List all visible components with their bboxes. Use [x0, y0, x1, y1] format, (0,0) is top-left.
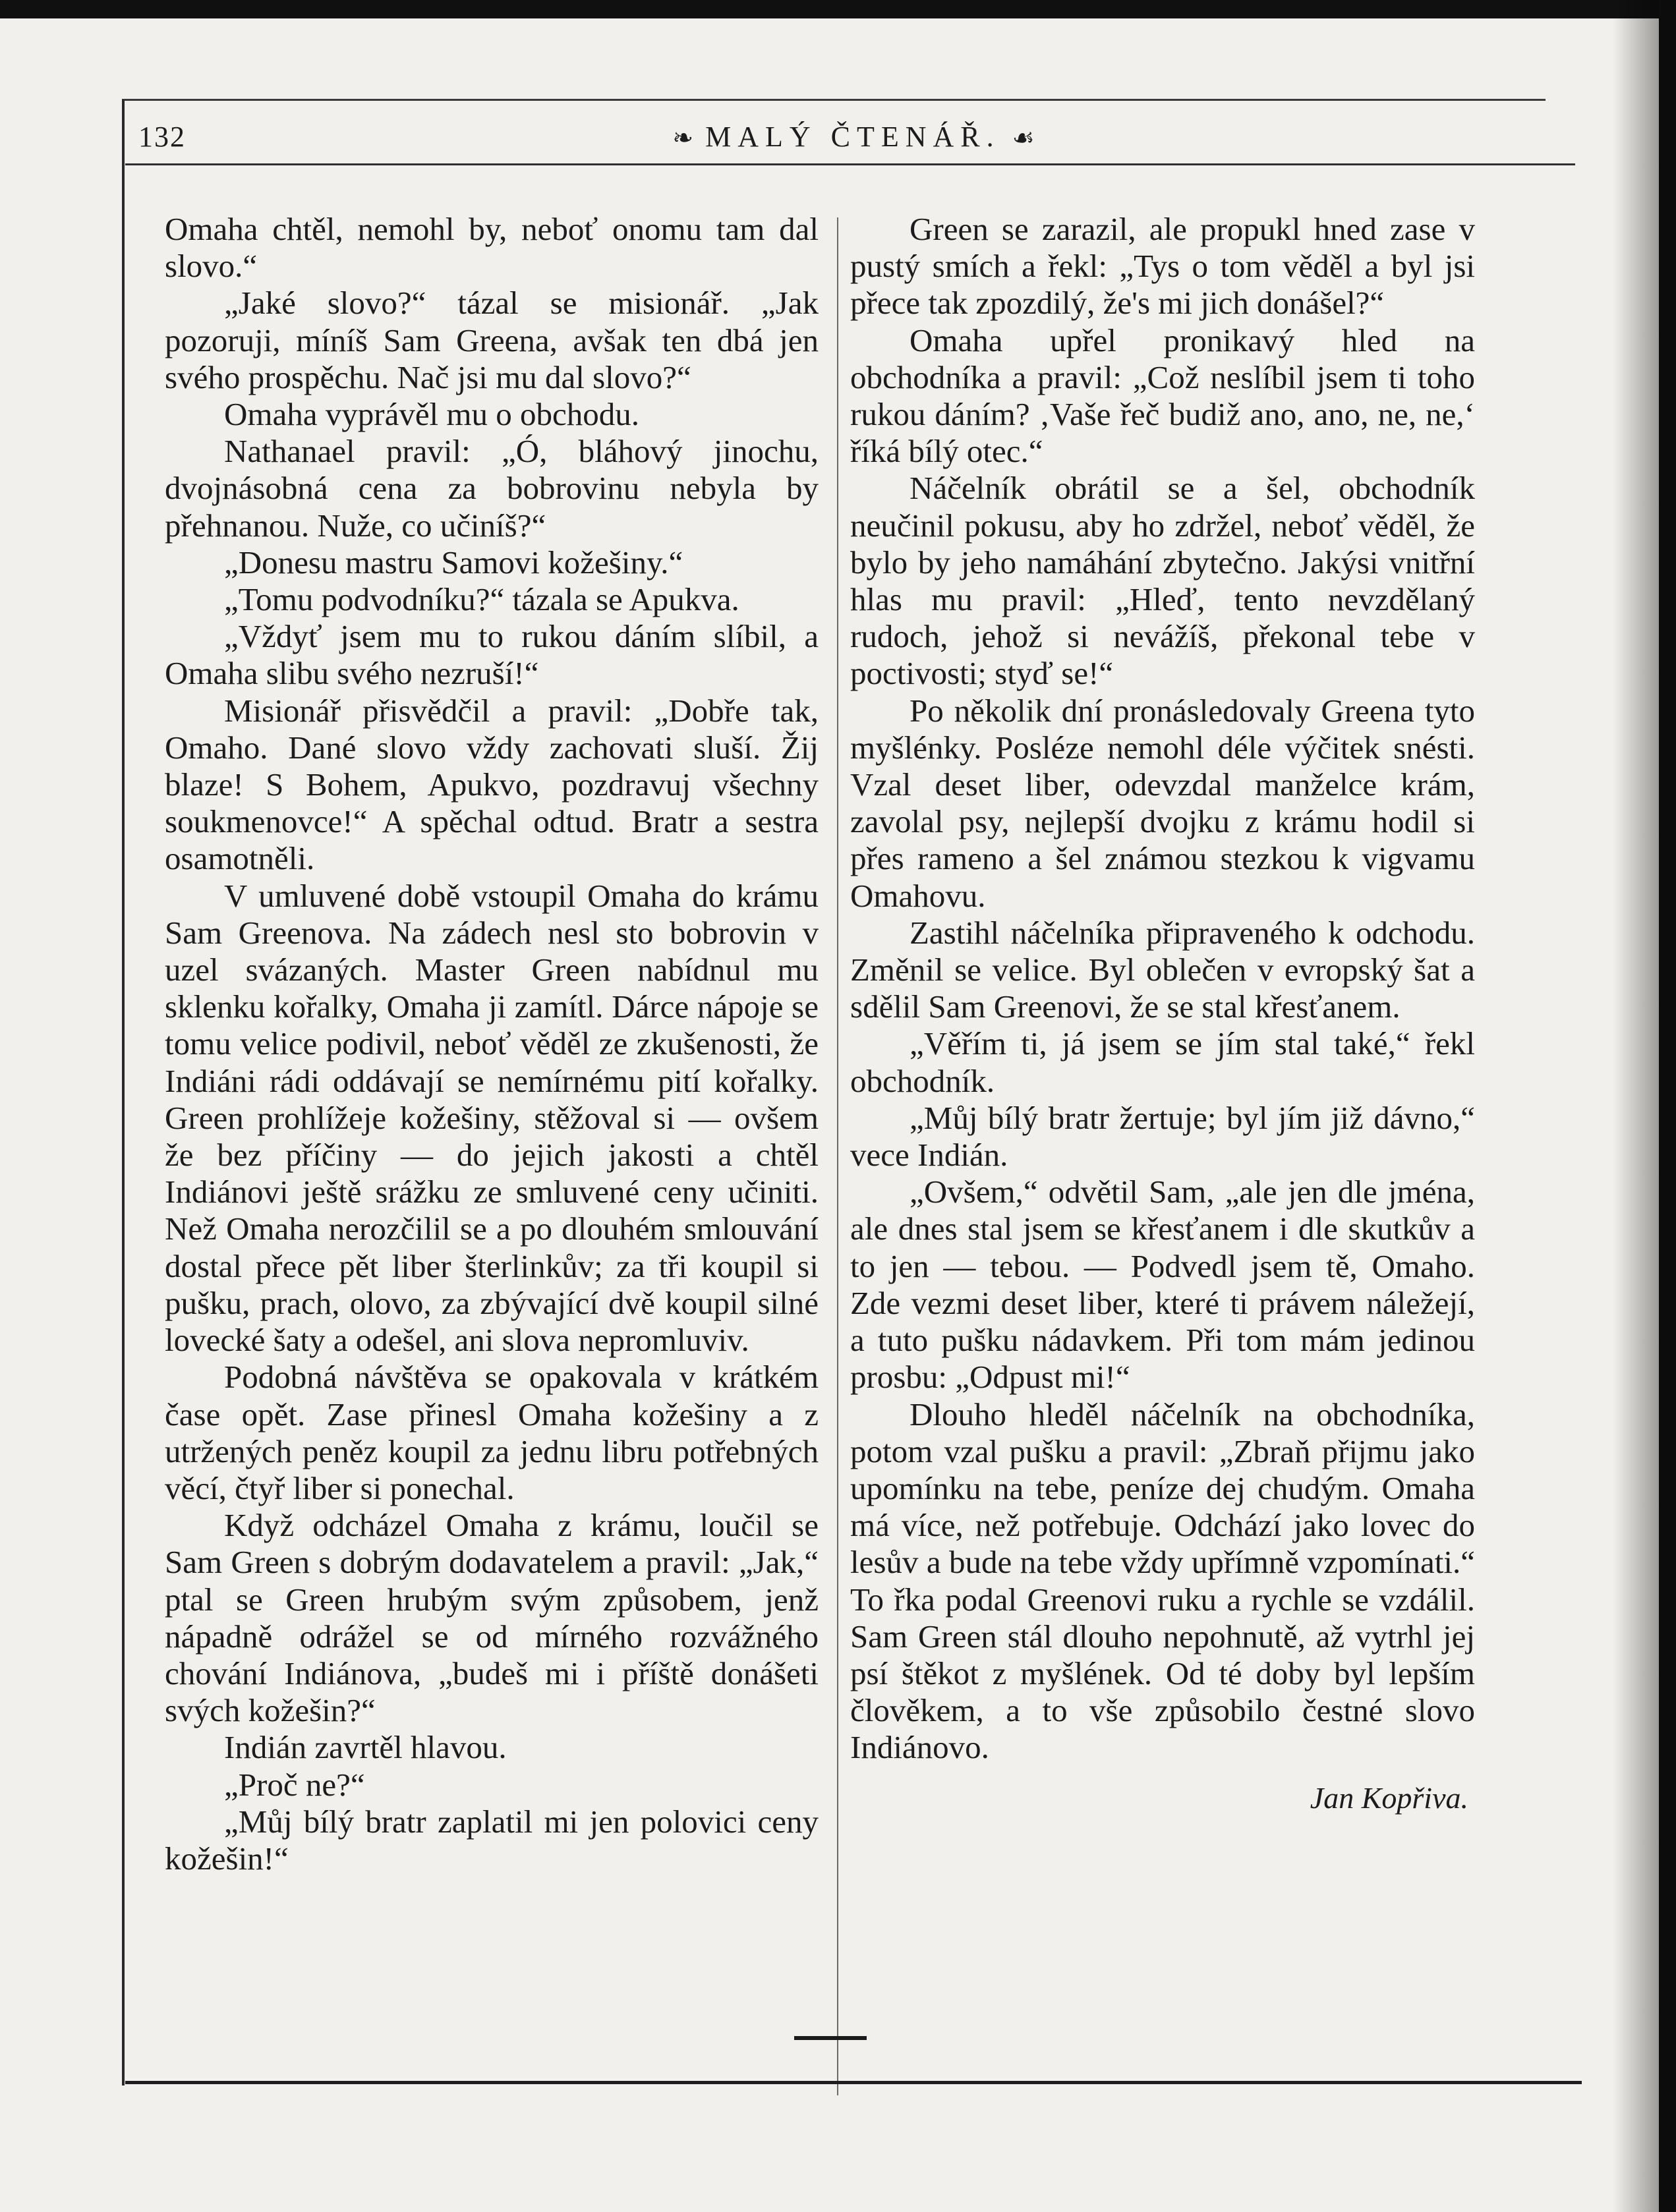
paragraph: Misionář přisvědčil a pravil: „Dobře tak, Omaho. Dané slovo vždy zachovati sluší. Žij blaze! S Bohem, Apukvo, pozdravuj všechny soukmenovce!“ A spěchal odtud. Bratr a sestra osamotněli.: [165, 692, 819, 877]
column-divider: [837, 217, 838, 2095]
paragraph: Po několik dní pronásledovaly Greena tyto myšlénky. Posléze nemohl déle výčitek snésti. Vzal deset liber, odevzdal manželce krám, zavolal psy, nejlepší dvojku z krámu hodil si přes rameno a šel známou stezkou k vigvamu Omahovu.: [850, 692, 1475, 914]
header-rule: [125, 163, 1575, 165]
footer-rule-left: [122, 2039, 125, 2085]
page-number: 132: [138, 121, 186, 153]
paragraph: „Můj bílý bratr zaplatil mi jen polovici ceny kožešin!“: [165, 1803, 819, 1877]
ornament-left-icon: ❧: [672, 125, 694, 152]
paragraph: Omaha upřel pronikavý hled na obchodníka a pravil: „Což neslíbil jsem ti toho rukou dáním? ‚Vaše řeč budiž ano, ano, ne, ne,‘ říká bílý otec.“: [850, 322, 1475, 470]
paragraph: Dlouho hleděl náčelník na obchodníka, potom vzal pušku a pravil: „Zbraň přijmu jako upomínku na tebe, peníze dej chudým. Omaha má více, než potřebuje. Odchází jako lovec do lesův a bude na tebe vždy upřímně vzpomínati.“ To řka podal Greenovi ruku a rychle se vzdálil. Sam Green stál dlouho nepohnutě, až vytrhl jej psí štěkot z myšlének. Od té doby byl lepším člověkem, a to vše způsobilo čestné slovo Indiánovo.: [850, 1396, 1475, 1766]
paragraph: „Jaké slovo?“ tázal se misionář. „Jak pozoruji, míníš Sam Greena, avšak ten dbá jen svého prospěchu. Nač jsi mu dal slovo?“: [165, 285, 819, 395]
scan-shadow-right: [1613, 0, 1659, 2212]
paragraph: „Můj bílý bratr žertuje; byl jím již dávno,“ vece Indián.: [850, 1099, 1475, 1174]
paragraph: „Věřím ti, já jsem se jím stal také,“ řekl obchodník.: [850, 1025, 1475, 1099]
paragraph: Podobná návštěva se opakovala v krátkém čase opět. Zase přinesl Omaha kožešiny a z utržených peněz koupil za jednu libru potřebných věcí, čtyř liber si ponechal.: [165, 1359, 819, 1506]
paragraph: „Tomu podvodníku?“ tázala se Apukva.: [224, 581, 739, 618]
footer-ornament-rule: [794, 2036, 867, 2040]
paragraph: „Proč ne?“: [224, 1766, 365, 1803]
paragraph: Indián zavrtěl hlavou.: [224, 1729, 507, 1766]
paragraph: Náčelník obrátil se a šel, obchodník neučinil pokusu, aby ho zdržel, neboť věděl, že bylo by jeho namáhání zbytečno. Jakýsi vnitřní hlas mu pravil: „Hleď, tento nevzdělaný rudoch, jehož si nevážíš, překonal tebe v poctivosti; styď se!“: [850, 470, 1475, 692]
footer-rule: [125, 2081, 1582, 2084]
paragraph: Omaha vyprávěl mu o obchodu.: [224, 396, 640, 433]
paragraph: Zastihl náčelníka připraveného k odchodu. Změnil se velice. Byl oblečen v evropský šat a sdělil Sam Greenovi, že se stal křesťanem.: [850, 914, 1475, 1025]
paragraph: Green se zarazil, ale propukl hned zase v pustý smích a řekl: „Tys o tom věděl a byl jsi přece tak zpozdilý, že's mi jich donášel?“: [850, 211, 1475, 322]
paragraph: Nathanael pravil: „Ó, bláhový jinochu, dvojnásobná cena za bobrovinu nebyla by přehnanou. Nuže, co učiníš?“: [165, 433, 819, 544]
paragraph: „Vždyť jsem mu to rukou dáním slíbil, a Omaha slibu svého nezruší!“: [165, 618, 819, 692]
ornament-right-icon: ☙: [1012, 125, 1035, 152]
scan-edge-right: [1659, 0, 1676, 2212]
paragraph: „Donesu mastru Samovi kožešiny.“: [224, 544, 683, 581]
scan-edge-top: [0, 0, 1676, 18]
running-title: [138, 120, 1569, 154]
paragraph: Omaha chtěl, nemohl by, neboť onomu tam dal slovo.“: [165, 211, 819, 285]
right-column: [850, 211, 1475, 1817]
paragraph: Když odcházel Omaha z krámu, loučil se Sam Green s dobrým dodavatelem a pravil: „Jak,“ ptal se Green hrubým svým způsobem, jenž nápadně odrážel se od mírného rozvážného chování Indiánova, „budeš mi i příště donášeti svých kožešin?“: [165, 1507, 819, 1729]
page-header: [138, 105, 1569, 165]
magazine-title: MALÝ ČTENÁŘ.: [705, 121, 1000, 153]
paragraph: V umluvené době vstoupil Omaha do krámu Sam Greenova. Na zádech nesl sto bobrovin v uzel svázaných. Master Green nabídnul mu sklenku kořalky, Omaha ji zamítl. Dárce nápoje se tomu velice podivil, neboť věděl ze zkušenosti, že Indiáni rádi oddávají se nemírnému pití kořalky. Green prohlížeje kožešiny, stěžoval si — ovšem že bez příčiny — do jejich jakosti a chtěl Indiánovi ještě srážku ze smluvené ceny učiniti. Než Omaha nerozčilil se a po dlouhém smlouvání dostal přece pět liber šterlinkův; za tři koupil si pušku, prach, olovo, za zbývající dvě koupil silné lovecké šaty a odešel, ani slova nepromluviv.: [165, 877, 819, 1359]
left-column: [165, 211, 819, 1877]
author-signature: Jan Kopřiva.: [1310, 1780, 1468, 1815]
paragraph: „Ovšem,“ odvětil Sam, „ale jen dle jména, ale dnes stal jsem se křesťanem i dle skutkův a to jen — tebou. — Podvedl jsem tě, Omaho. Zde vezmi deset liber, které ti právem náležejí, a tuto pušku nádavkem. Při tom mám jedinou prosbu: „Odpust mi!“: [850, 1174, 1475, 1396]
